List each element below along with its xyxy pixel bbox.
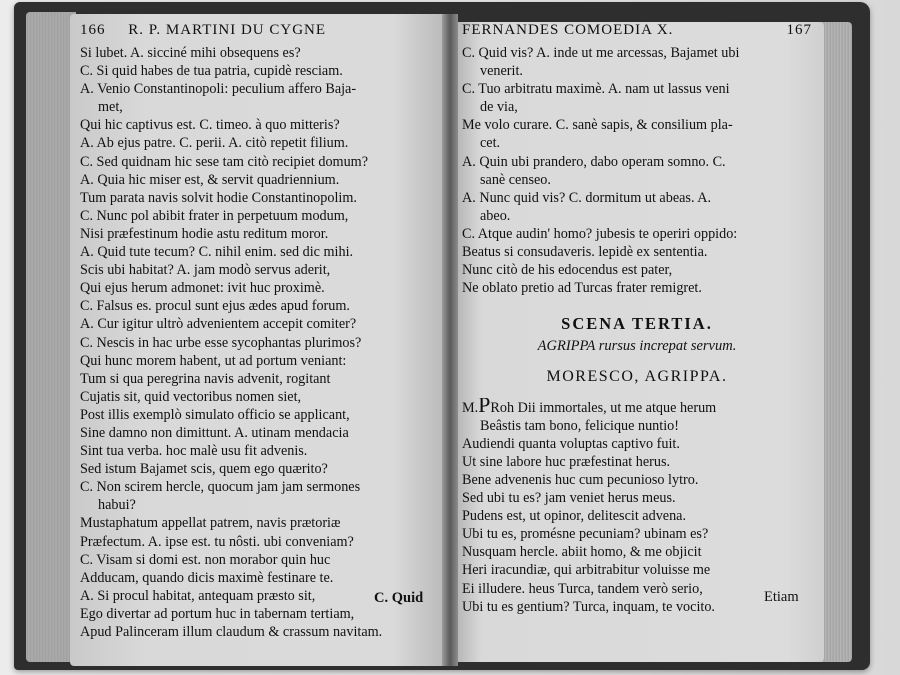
text-line: C. Si quid habes de tua patria, cupidè resciam. [80,63,343,80]
text-line: Nusquam hercle. abiit homo, & me objicit [462,544,702,561]
right-page-number: 167 [786,22,812,38]
text-line: Præfectum. A. ipse est. tu nôsti. ubi conveniam? [80,533,354,550]
text-line: A. Quia hic miser est, & servit quadriennium. [80,171,340,188]
text-line: Adducam, quando dicis maximè festinare te. [80,569,334,586]
text-line: sanè censeo. [480,171,551,188]
text-line: cet. [480,135,501,152]
text-line: Mustaphatum appellat patrem, navis prætoriæ [80,515,341,532]
drop-capital: P [478,397,491,417]
text-line: Bene advenenis huc cum pecunioso lytro. [462,471,699,488]
text-line: A. Venio Constantinopoli: peculium affero Baja- [80,81,357,98]
right-running-head [462,22,812,39]
text-line: Beatus si consudaveris. lepidè ex sententia. [462,244,708,261]
text-line: Qui ejus herum admonet: ivit huc proximè. [80,280,325,297]
left-page-number: 166 [80,22,106,38]
text-line: abeo. [480,207,511,224]
text-line: Sine damno non dimittunt. A. utinam mendacia [80,424,349,441]
text-line: C. Nescis in hac urbe esse sycophantas plurimos? [80,334,362,351]
text-line: Post illis exemplò simulato officio se applicant, [80,406,350,423]
text-line: Ne oblato pretio ad Turcas frater remigret. [462,280,702,297]
text-line: Ego divertar ad portum huc in tabernam tertiam, [80,605,355,622]
text-line: Ei illudere. heus Turca, tandem verò serio, [462,580,703,597]
text-line: A. Quin ubi prandero, dabo operam somno. C. [462,153,726,170]
text-line: Si lubet. A. sicciné mihi obsequens es? [80,45,301,61]
text-line: met, [98,99,123,116]
text-line: C. Visam si domi est. non morabor quin huc [80,551,331,568]
scene-personae: MORESCO, AGRIPPA. [546,367,728,385]
text-line: C. Non scirem hercle, quocum jam jam sermones [80,479,361,496]
text-line: Ubi tu es gentium? Turca, inquam, te vocito. [462,598,715,615]
text-line: Heri iracundiæ, qui arbitrabitur voluisse me [462,562,711,579]
text-line: Sed istum Bajamet scis, quem ego quærito? [80,461,328,478]
book-gutter [442,14,458,666]
text-line: Audiendi quanta voluptas captivo fuit. [462,435,680,452]
left-head-title: R. P. MARTINI DU CYGNE [128,22,327,38]
text-line: Scis ubi habitat? A. jam modò servus aderit, [80,262,331,279]
text-line: Me volo curare. C. sanè sapis, & consilium pla- [462,117,733,134]
text-line: Tum si qua peregrina navis advenit, rogitant [80,370,331,387]
text-line: Qui hunc morem habent, ut ad portum veniant: [80,352,347,369]
text-line: Beâstis tam bono, felicique nuntio! [480,417,679,434]
left-page-edges [26,12,76,662]
text-line: Nunc citò de his edocendus est pater, [462,262,673,279]
text-line: A. Cur igitur ultrò advenientem accepit comiter? [80,316,357,333]
text-line: de via, [480,99,518,116]
text-line: C. Falsus es. procul sunt ejus ædes apud forum. [80,298,350,315]
scene-heading: SCENA TERTIA. [561,314,713,334]
text-line: habui? [98,497,136,514]
text-line: Pudens est, ut opinor, delitescit advena. [462,508,687,525]
text-line: Ubi tu es, promésne pecuniam? ubinam es? [462,526,709,543]
text-line: Sed ubi tu es? jam veniet herus meus. [462,490,676,507]
text-line: Sint tua verba. hoc malè usu fit advenis. [80,443,308,460]
text-line: C. Atque audin' homo? jubesis te operiri oppido: [462,225,738,242]
right-head-title: FERNANDES COMOEDIA X. [462,22,674,38]
scene-argument: AGRIPPA rursus increpat servum. [537,338,737,355]
text-line: A. Ab ejus patre. C. perii. A. citò repetit filium. [80,135,349,152]
left-running-head [80,22,440,39]
scene-first-line [462,398,812,417]
text-line: C. Tuo arbitratu maximè. A. nam ut lassus veni [462,81,730,98]
text-line: Nisi præfestinum hodie astu reditum moror. [80,225,329,242]
text-line: A. Si procul habitat, antequam præsto sit, [80,587,316,604]
text-line: venerit. [480,63,523,80]
left-text-column [80,44,442,641]
right-catchword: Etiam [764,589,799,605]
text-line: C. Sed quidnam hic sese tam citò recipiet domum? [80,153,369,170]
left-catchword: C. Quid [374,590,424,606]
right-dialogue-block [462,44,812,297]
first-line-text: Roh Dii immortales, ut me atque herum [490,399,717,416]
text-line: Cujatis sit, quid vectoribus nomen siet, [80,388,302,405]
right-text-column [462,44,812,616]
text-line: A. Nunc quid vis? C. dormitum ut abeas. A. [462,189,712,206]
text-line: Qui hic captivus est. C. timeo. à quo mitteris? [80,117,340,134]
text-line: C. Nunc pol abibit frater in perpetuum modum, [80,207,349,224]
text-line: Tum parata navis solvit hodie Constantinopolim. [80,189,357,206]
scene-dialogue-block [462,417,812,616]
text-line: Ut sine labore huc præfestinat herus. [462,453,671,470]
text-line: C. Quid vis? A. inde ut me arcessas, Bajamet ubi [462,45,740,61]
text-line: Apud Palinceram illum claudum & crassum navitam. [80,624,383,640]
speaker-prefix: M. [462,399,479,416]
text-line: A. Quid tute tecum? C. nihil enim. sed dic mihi. [80,244,354,261]
